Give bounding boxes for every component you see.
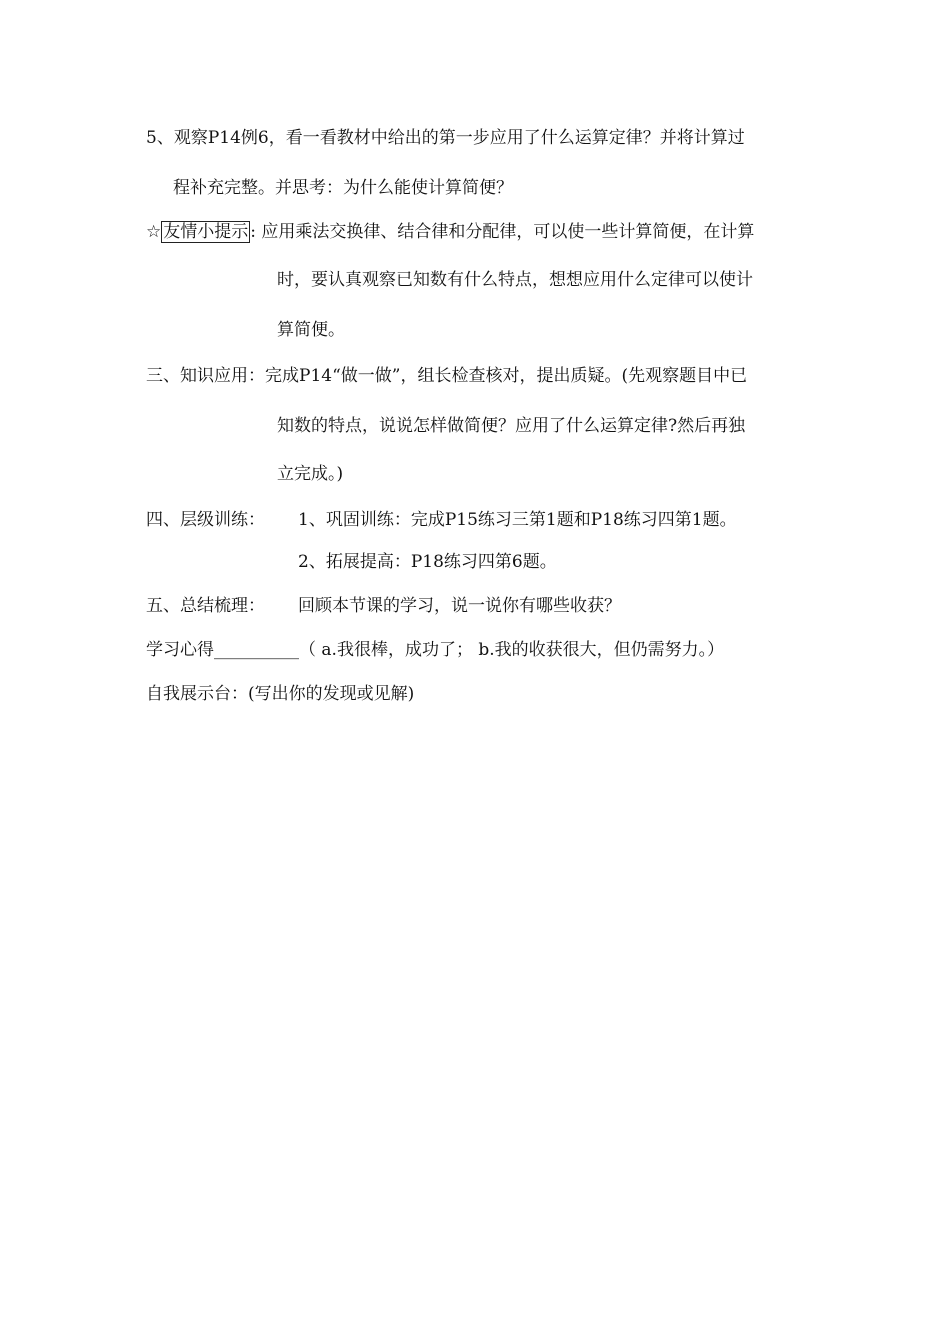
- section-3-line-1: 三、知识应用：完成P14“做一做”，组长检查核对，提出质疑。(先观察题目中已: [146, 366, 748, 386]
- section-5-label: 五、总结梳理：: [146, 596, 265, 616]
- tip-line-1: [146, 220, 754, 244]
- star-icon: ☆: [146, 222, 162, 242]
- tip-text-1: : 应用乘法交换律、结合律和分配律，可以使一些计算简便，在计算: [250, 222, 755, 242]
- self-display: 自我展示台：(写出你的发现或见解): [146, 684, 415, 704]
- question-5-line-1: 5、观察P14例6，看一看教材中给出的第一步应用了什么运算定律？并将计算过: [146, 128, 745, 148]
- section-3-line-2: 知数的特点，说说怎样做简便？应用了什么运算定律?然后再独: [277, 416, 746, 436]
- tip-line-3: 算简便。: [277, 320, 345, 340]
- section-4-item-1: 1、巩固训练：完成P15练习三第1题和P18练习四第1题。: [298, 510, 737, 530]
- section-5-text: 回顾本节课的学习，说一说你有哪些收获？: [298, 596, 621, 616]
- section-3-line-3: 立完成。): [277, 464, 344, 484]
- section-4-label: 四、层级训练：: [146, 510, 265, 530]
- section-4-item-2: 2、拓展提高：P18练习四第6题。: [298, 552, 557, 572]
- tip-line-2: 时，要认真观察已知数有什么特点，想想应用什么定律可以使计: [277, 270, 753, 290]
- learning-reflection: 学习心得__________（ a.我很棒，成功了； b.我的收获很大，但仍需努力。）: [146, 640, 725, 660]
- question-5-line-2: 程补充完整。并思考：为什么能使计算简便？: [173, 178, 513, 198]
- tip-label-box: 友情小提示: [163, 222, 249, 242]
